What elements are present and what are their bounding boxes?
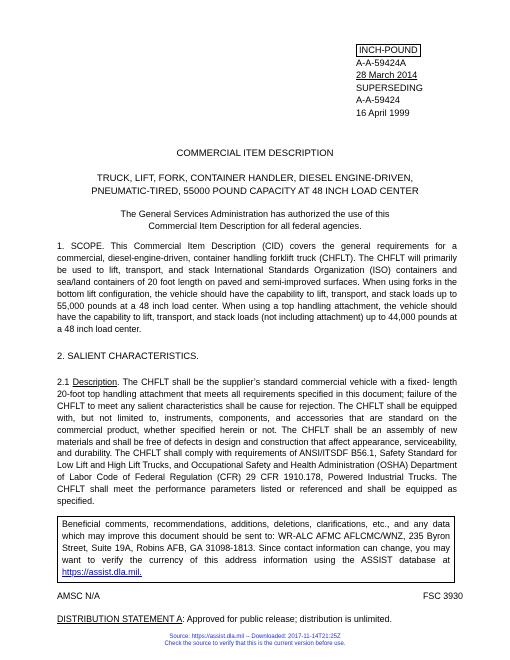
superseding-label: SUPERSEDING bbox=[356, 82, 423, 93]
assist-link[interactable]: https://assist.dla.mil. bbox=[62, 566, 142, 577]
document-title bbox=[40, 173, 470, 198]
authorization-line-1: The General Services Administration has authorized the use of this bbox=[120, 209, 390, 219]
notice-text: Beneficial comments, recommendations, additions, deletions, clarifications, etc., and any data which may improve this document should be sent to: WR-ALC AFMC AFLCMC/WNZ, 235 Byron Street, Suite 19A, Robins AFB, GA 31098-1813. Since contact information can change, you may want to verify the currency of this address information using the ASSIST database at bbox=[62, 519, 450, 565]
description-label: Description bbox=[72, 377, 118, 387]
title-line-2: PNEUMATIC-TIRED, 55000 POUND CAPACITY AT 48 INCH LOAD CENTER bbox=[91, 185, 419, 197]
document-identifier-block bbox=[356, 44, 423, 119]
title-line-1: TRUCK, LIFT, FORK, CONTAINER HANDLER, DIESEL ENGINE-DRIVEN, bbox=[96, 173, 414, 184]
salient-characteristics-heading: 2. SALIENT CHARACTERISTICS. bbox=[57, 351, 199, 361]
distribution-text: : Approved for public release; distribution is unlimited. bbox=[182, 614, 392, 624]
inch-pound-label: INCH-POUND bbox=[356, 44, 421, 57]
comments-notice-box bbox=[57, 516, 455, 583]
amsc-code: AMSC N/A bbox=[57, 591, 100, 601]
source-download-line: Source: https://assist.dla.mil -- Downloaded: 2017-11-14T21:25Z bbox=[169, 634, 341, 640]
description-text: . The CHFLT shall be the supplier’s standard commercial vehicle with a fixed- length 20-foot top handling attachment that meets all requirements specified in this document; failure of the CHFLT to meet any salient characteristics shall be cause for rejection. The CHFLT shall be equipped with, but not limited to, instruments, components, and accessories that are standard on the commercial product, whether specified herein or not. The CHFLT shall be an assembly of new materials and shall be free of defects in design and construction that affect appearance, serviceability, and durability. The CHFLT shall comply with requirements of ANSI/ITSDF B56.1, Safety Standard for Low Lift and High Lift Trucks, and Occupational Safety and Health Administration (OSHA) Department of Labor Code of Federal Regulation (CFR) 29 CFR 1910.178, Powered Industrial Trucks. The CHFLT shall meet the performance parameters listed or referenced and shall be equipped as specified. bbox=[57, 377, 457, 507]
superseded-date: 16 April 1999 bbox=[356, 107, 410, 118]
scope-paragraph: 1. SCOPE. This Commercial Item Description (CID) covers the general requirements for a commercial, diesel-engine-driven, container handling forklift truck (CHFLT). The CHFLT will primarily be used to lift, transport, and stack International Standards Organization (ISO) containers and sea/land containers of 20 foot length on paved and semi-improved surfaces. When using forks in the bottom lift configuration, the vehicle should have the capability to lift, transport, and stack loads up to 55,000 pounds at a 48 inch load center. When using a top handling attachment, the vehicle should have the capability to lift, transport, and stack loads (not including attachment) up to 44,000 pounds at a 48 inch load center. bbox=[57, 241, 457, 335]
document-date: 28 March 2014 bbox=[356, 70, 418, 81]
description-number: 2.1 bbox=[57, 377, 73, 387]
description-paragraph bbox=[57, 377, 457, 508]
document-number: A-A-59424A bbox=[356, 58, 407, 68]
superseded-number: A-A-59424 bbox=[356, 95, 400, 106]
distribution-statement bbox=[57, 614, 392, 624]
document-type-heading: COMMERCIAL ITEM DESCRIPTION bbox=[176, 148, 334, 159]
authorization-line-2: Commercial Item Description for all federal agencies. bbox=[148, 221, 362, 231]
source-verify-line: Check the source to verify that this is the current version before use. bbox=[164, 641, 346, 647]
fsc-code: FSC 3930 bbox=[423, 591, 463, 601]
distribution-label: DISTRIBUTION STATEMENT A bbox=[57, 614, 183, 624]
authorization-statement bbox=[40, 208, 470, 232]
